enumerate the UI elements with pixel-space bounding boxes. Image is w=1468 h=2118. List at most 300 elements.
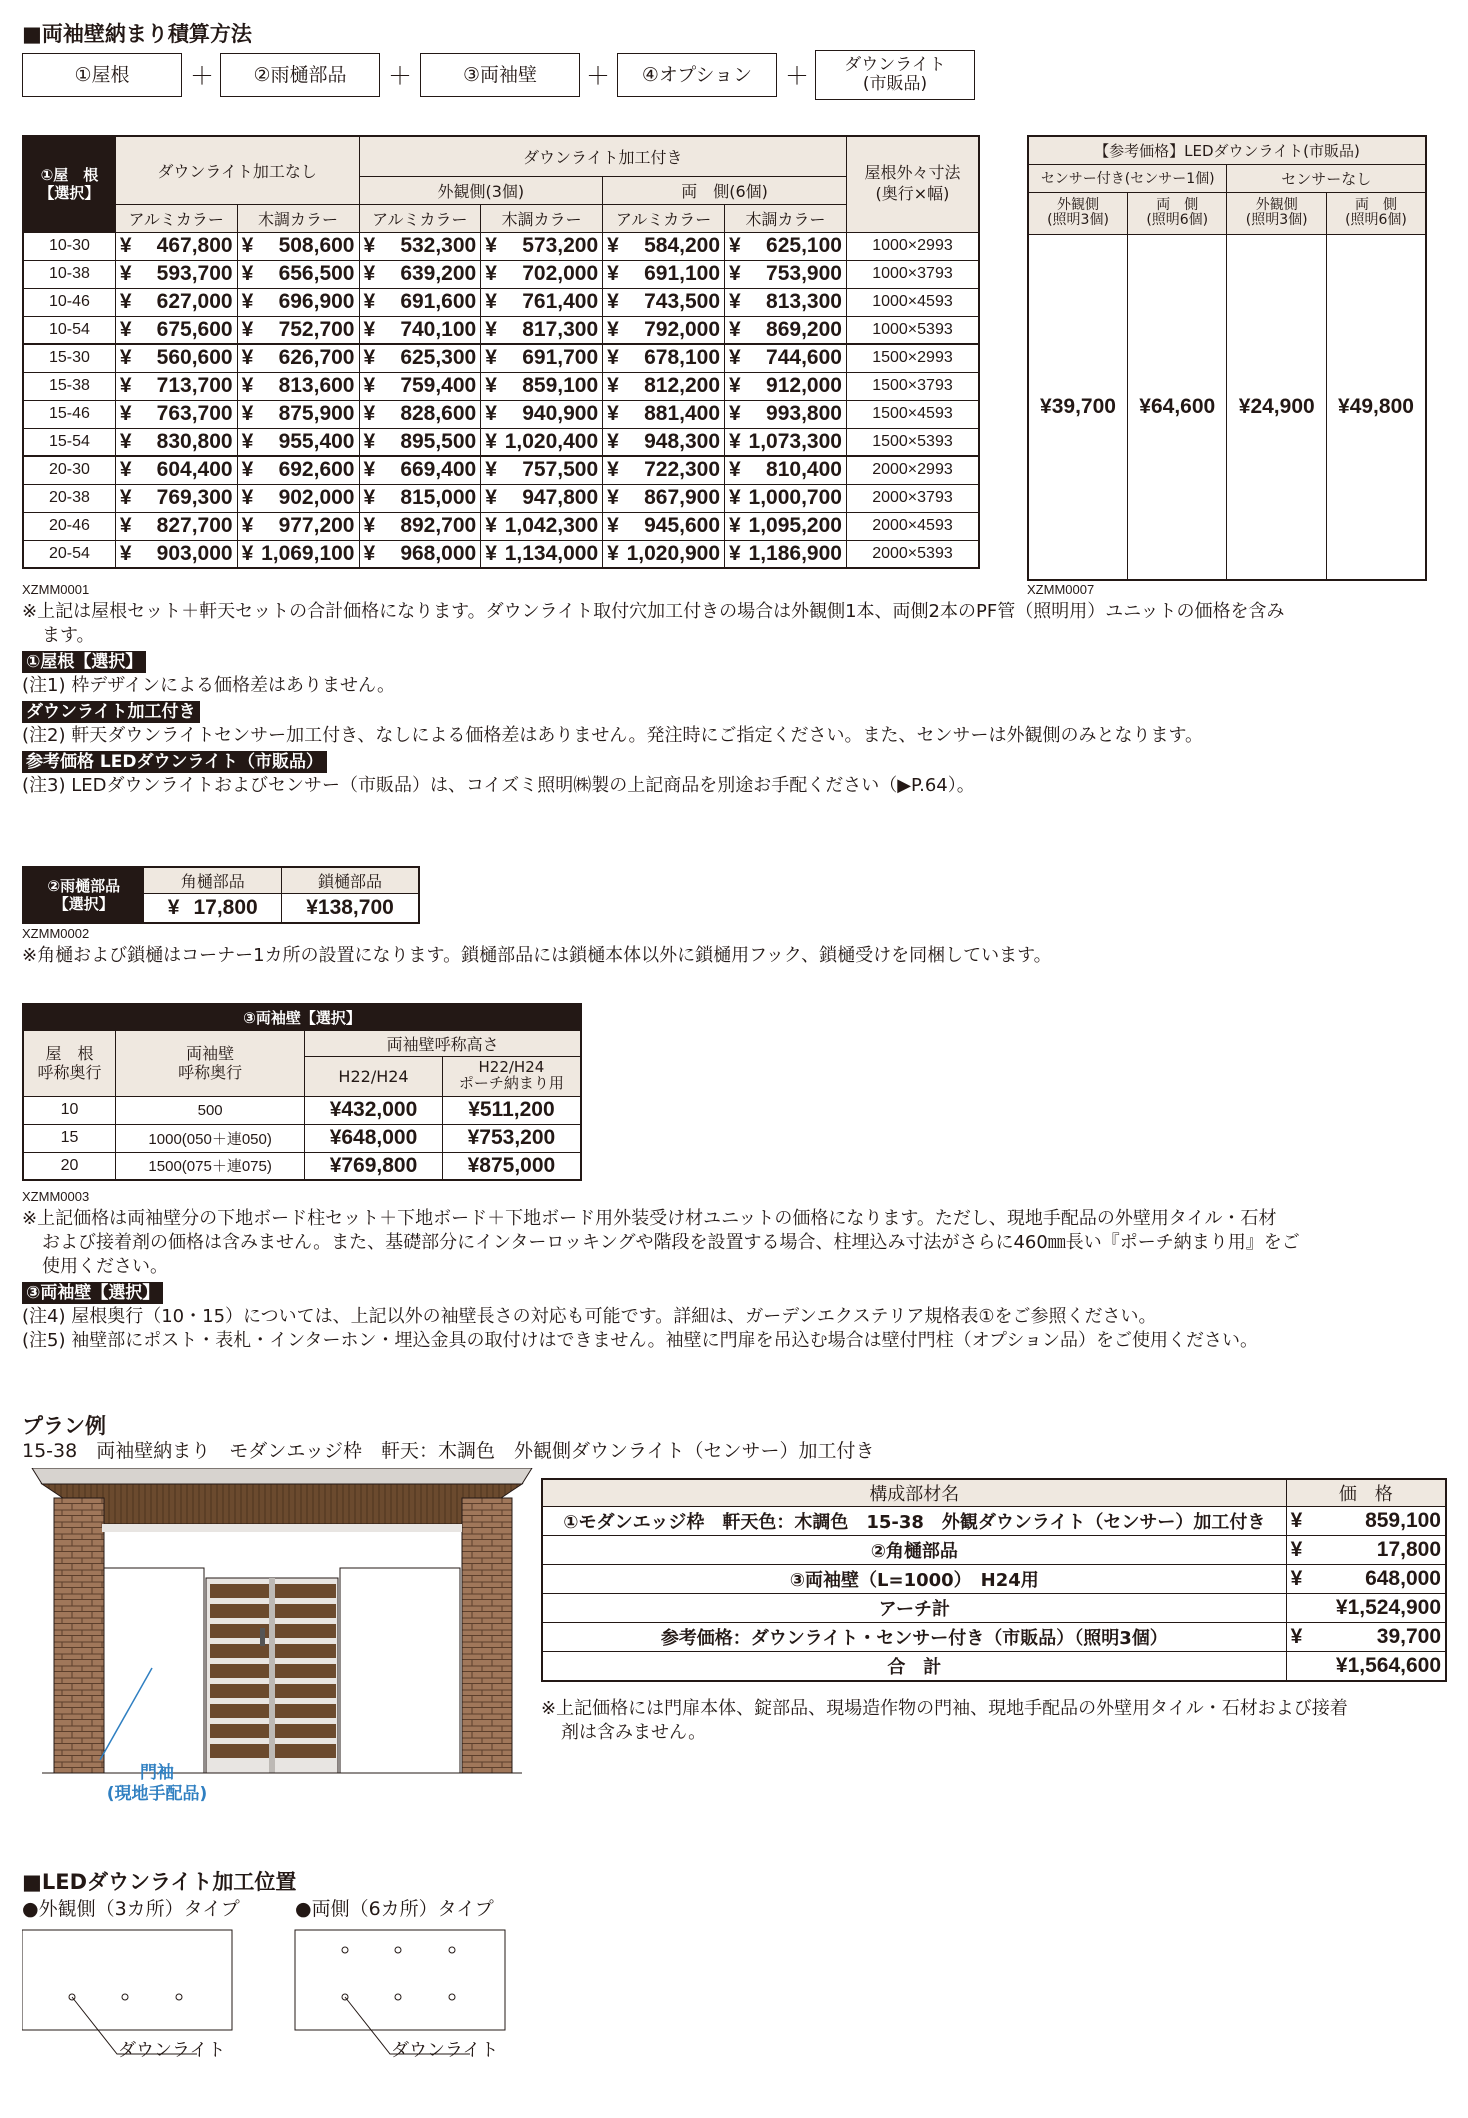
yen-sign: ¥ — [241, 374, 254, 397]
price-cell: 39,700 — [1376, 1625, 1441, 1648]
roof-depth: 10 — [23, 1096, 116, 1124]
table-row — [542, 1507, 1446, 1536]
yen-sign: ¥ — [729, 541, 741, 565]
formula-item-downlight: ダウンライト (市販品) — [815, 50, 975, 100]
yen-sign: ¥ — [607, 317, 619, 341]
roof-price-table — [22, 135, 980, 569]
table-row — [23, 344, 979, 372]
ref-code: XZMM0007 — [1027, 582, 1095, 597]
price-cell: 955,400 — [278, 429, 355, 453]
plus-sign: ＋ — [785, 62, 809, 90]
yen-sign: ¥ — [485, 458, 497, 482]
table-row — [23, 512, 979, 540]
sub-wood: 木調カラー — [725, 204, 847, 232]
price-cell: 945,600 — [644, 514, 721, 537]
yen-sign: ¥ — [607, 234, 619, 257]
table-row — [23, 372, 979, 400]
col-both: 両 側(6個) — [603, 176, 847, 204]
note-text: 使用ください。 — [42, 1256, 168, 1277]
col-outside: 外観側(3個) — [359, 176, 603, 204]
roof-size: 2000×3793 — [846, 484, 979, 512]
price-cell: 757,500 — [522, 458, 599, 482]
roof-size: 1000×4593 — [846, 288, 979, 316]
roof-code: 15-46 — [23, 400, 115, 428]
roof-depth: 15 — [23, 1124, 116, 1152]
yen-sign: ¥ — [241, 346, 254, 370]
part-name: 参考価格：ダウンライト・センサー付き（市販品）（照明3個） — [542, 1623, 1286, 1652]
price-cell: 639,200 — [400, 262, 477, 285]
yen-sign: ¥ — [363, 429, 376, 453]
price-cell: ¥432,000 — [305, 1096, 443, 1124]
note-text: ※上記は屋根セット＋軒天セットの合計価格になります。ダウンライト取付穴加工付きの場合は外観側1本、両側2本のPF管（照明用）ユニットの価格を含み — [22, 601, 1285, 622]
plan-title: プラン例 — [22, 1414, 106, 1438]
yen-sign: ¥ — [119, 514, 132, 537]
yen-sign: ¥ — [607, 486, 619, 509]
yen-sign: ¥ — [607, 514, 619, 537]
price-cell: 769,300 — [156, 486, 233, 509]
yen-sign: ¥ — [1290, 1625, 1303, 1648]
roof-code: 15-38 — [23, 372, 115, 400]
sub-alu: アルミカラー — [603, 204, 725, 232]
note-label: ダウンライト加工付き — [22, 701, 200, 723]
price-cell: 669,400 — [400, 458, 477, 482]
led-both: 両 側 (照明6個) — [1326, 192, 1426, 234]
yen-sign: ¥ — [607, 402, 619, 425]
price-cell: 867,900 — [644, 486, 721, 509]
ref-code: XZMM0002 — [22, 926, 90, 941]
price-cell: 692,600 — [278, 458, 355, 482]
yen-sign: ¥ — [241, 290, 254, 313]
part-name: 合 計 — [542, 1652, 1286, 1681]
yen-sign: ¥ — [1290, 1509, 1303, 1532]
price-cell: 625,300 — [400, 346, 477, 370]
col-height: 両袖壁呼称高さ — [305, 1030, 581, 1056]
price-cell: 830,800 — [156, 429, 233, 453]
price-cell: 912,000 — [766, 374, 842, 397]
plus-sign: ＋ — [586, 62, 610, 90]
price-cell: ¥1,524,900 — [1335, 1596, 1441, 1619]
roof-code: 10-46 — [23, 288, 115, 316]
yen-sign: ¥ — [729, 290, 741, 313]
gutter-label: ②雨樋部品 【選択】 — [23, 867, 144, 923]
yen-sign: ¥ — [607, 429, 619, 453]
yen-sign: ¥ — [363, 374, 376, 397]
roof-size: 1000×5393 — [846, 316, 979, 344]
part-name: アーチ計 — [542, 1594, 1286, 1623]
price-cell: 691,700 — [522, 346, 599, 370]
price-cell: ¥769,800 — [305, 1152, 443, 1180]
price-cell: 948,300 — [644, 429, 721, 453]
roof-code: 10-54 — [23, 316, 115, 344]
formula-item-option: ④オプション — [617, 53, 777, 97]
yen-sign: ¥ — [119, 458, 132, 482]
yen-sign: ¥ — [363, 317, 376, 341]
note-text: (注2) 軒天ダウンライトセンサー加工付き、なしによる価格差はありません。発注時にご指定ください。また、センサーは外観側のみとなります。 — [22, 725, 1204, 746]
yen-sign: ¥ — [241, 486, 254, 509]
price-cell: 1,042,300 — [504, 514, 599, 537]
price-cell: 875,900 — [278, 402, 355, 425]
note-text: 剤は含みません。 — [561, 1722, 707, 1743]
price-cell: 968,000 — [400, 541, 477, 565]
price-cell: 813,300 — [766, 290, 842, 313]
yen-sign: ¥ — [363, 514, 376, 537]
yen-sign: ¥ — [729, 402, 741, 425]
price-cell: 1,095,200 — [748, 514, 842, 537]
led-price: ¥64,600 — [1128, 234, 1227, 580]
price-cell: 744,600 — [766, 346, 842, 370]
yen-sign: ¥ — [485, 346, 497, 370]
roof-code: 10-38 — [23, 260, 115, 288]
price-cell: 625,100 — [766, 234, 842, 257]
plan-table — [541, 1478, 1447, 1682]
yen-sign: ¥ — [241, 541, 254, 565]
roof-code: 20-30 — [23, 456, 115, 484]
formula-item-wing: ③両袖壁 — [420, 53, 580, 97]
table-row — [23, 1124, 581, 1152]
wing-notes — [22, 1207, 1452, 1353]
yen-sign: ¥ — [363, 262, 376, 285]
led-both: 両 側 (照明6個) — [1128, 192, 1227, 234]
roof-size: 2000×2993 — [846, 456, 979, 484]
led-price: ¥49,800 — [1326, 234, 1426, 580]
price-cell: 656,500 — [278, 262, 355, 285]
price-cell: 467,800 — [156, 234, 233, 257]
gutter-price: ¥138,700 — [282, 893, 419, 923]
note-label: ①屋根【選択】 — [22, 651, 146, 673]
price-cell: 827,700 — [156, 514, 233, 537]
col-h1: H22/H24 — [305, 1056, 443, 1096]
price-cell: 675,600 — [156, 317, 233, 341]
yen-sign: ¥ — [363, 346, 376, 370]
wall-depth: 1500(075＋連075) — [116, 1152, 305, 1180]
price-cell: 740,100 — [400, 317, 477, 341]
part-name: ③両袖壁（L=1000） H24用 — [542, 1565, 1286, 1594]
yen-sign: ¥ — [485, 514, 497, 537]
price-cell: 627,000 — [156, 290, 233, 313]
price-cell: 1,020,400 — [504, 429, 599, 453]
price-cell: 1,020,900 — [626, 541, 721, 565]
table-row — [23, 260, 979, 288]
yen-sign: ¥ — [607, 458, 619, 482]
price-cell: 792,000 — [644, 317, 721, 341]
corner-label: ①屋 根 【選択】 — [23, 136, 115, 232]
roof-code: 20-54 — [23, 540, 115, 568]
table-row — [23, 232, 979, 260]
roof-size: 1000×2993 — [846, 232, 979, 260]
yen-sign: ¥ — [729, 429, 741, 453]
roof-size: 1500×2993 — [846, 344, 979, 372]
yen-sign: ¥ — [363, 458, 376, 482]
roof-size: 1500×4593 — [846, 400, 979, 428]
price-cell: 817,300 — [522, 317, 599, 341]
table-row — [23, 288, 979, 316]
gutter-col1: 角樋部品 — [144, 867, 282, 893]
yen-sign: ¥ — [607, 262, 619, 285]
sub-wood: 木調カラー — [237, 204, 359, 232]
yen-sign: ¥ — [729, 374, 741, 397]
plan-notes — [541, 1697, 1461, 1745]
led-price: ¥39,700 — [1028, 234, 1128, 580]
formula-item-gutter: ②雨樋部品 — [220, 53, 380, 97]
price-cell: 859,100 — [1365, 1509, 1441, 1532]
yen-sign: ¥ — [485, 317, 497, 341]
yen-sign: ¥ — [607, 346, 619, 370]
col-part-name: 構成部材名 — [542, 1479, 1286, 1507]
table-row — [23, 1152, 581, 1180]
price-cell: 691,100 — [644, 262, 721, 285]
wall-depth: 1000(050＋連050) — [116, 1124, 305, 1152]
sub-alu: アルミカラー — [115, 204, 237, 232]
yen-sign: ¥ — [1290, 1538, 1303, 1561]
led-price: ¥24,900 — [1227, 234, 1326, 580]
yen-sign: ¥ — [241, 429, 254, 453]
note-text: (注3) LEDダウンライトおよびセンサー（市販品）は、コイズミ照明㈱製の上記商品を別途お手配ください（▶P.64）。 — [22, 775, 975, 796]
price-cell: 743,500 — [644, 290, 721, 313]
yen-sign: ¥ — [607, 290, 619, 313]
roof-size: 2000×4593 — [846, 512, 979, 540]
col-roof-depth: 屋 根 呼称奥行 — [23, 1030, 116, 1096]
yen-sign: ¥ — [241, 262, 254, 285]
yen-sign: ¥ — [363, 486, 376, 509]
note-text: および接着剤の価格は含みません。また、基礎部分にインターロッキングや階段を設置する場合、柱埋込み寸法がさらに460㎜長い『ポーチ納まり用』をご — [42, 1232, 1300, 1253]
yen-sign: ¥ — [119, 262, 132, 285]
price-cell: 1,000,700 — [748, 486, 842, 509]
price-cell: 859,100 — [522, 374, 599, 397]
table-row — [23, 540, 979, 568]
note-label: 参考価格 LEDダウンライト（市販品） — [22, 751, 327, 773]
price-cell: ¥1,564,600 — [1335, 1653, 1441, 1677]
ref-code: XZMM0001 — [22, 582, 90, 597]
plus-sign: ＋ — [190, 62, 214, 90]
note-text: ※上記価格は両袖壁分の下地ボード柱セット＋下地ボード＋下地ボード用外装受け材ユニットの価格になります。ただし、現地手配品の外壁用タイル・石材 — [22, 1208, 1277, 1229]
price-cell: 993,800 — [766, 402, 842, 425]
downlight-label: ダウンライト — [118, 2040, 226, 2061]
wing-title: ③両袖壁【選択】 — [23, 1004, 581, 1030]
price-cell: ¥648,000 — [305, 1124, 443, 1152]
price-cell: ¥511,200 — [442, 1096, 581, 1124]
table-row — [23, 456, 979, 484]
gutter-price: 17,800 — [193, 895, 258, 919]
gutter-col2: 鎖樋部品 — [282, 867, 419, 893]
yen-sign: ¥ — [729, 486, 741, 509]
price-cell: 761,400 — [522, 290, 599, 313]
yen-sign: ¥ — [485, 402, 497, 425]
roof-code: 15-30 — [23, 344, 115, 372]
part-name: ①モダンエッジ枠 軒天色：木調色 15-38 外観ダウンライト（センサー）加工付き — [542, 1507, 1286, 1536]
yen-sign: ¥ — [729, 262, 741, 285]
wing-table — [22, 1003, 582, 1181]
yen-sign: ¥ — [241, 317, 254, 341]
sub-alu: アルミカラー — [359, 204, 481, 232]
roof-size: 1500×3793 — [846, 372, 979, 400]
yen-sign: ¥ — [119, 429, 132, 453]
price-cell: 1,186,900 — [748, 541, 842, 565]
price-cell: 702,000 — [522, 262, 599, 285]
yen-sign: ¥ — [119, 317, 132, 341]
no-sensor: センサーなし — [1227, 164, 1426, 192]
table-row — [23, 484, 979, 512]
note-text: ※上記価格には門扉本体、錠部品、現場造作物の門袖、現地手配品の外壁用タイル・石材および接着 — [541, 1698, 1348, 1719]
yen-sign: ¥ — [729, 346, 741, 370]
formula-item-roof: ①屋根 — [22, 53, 182, 97]
price-cell: 1,073,300 — [748, 429, 842, 453]
price-cell: 532,300 — [400, 234, 477, 257]
yen-sign: ¥ — [485, 541, 497, 565]
col-no-downlight: ダウンライト加工なし — [115, 136, 359, 204]
note-text: (注4) 屋根奥行（10・15）については、上記以外の袖壁長さの対応も可能です。詳細は、ガーデンエクステリア規格表①をご参照ください。 — [22, 1306, 1157, 1327]
yen-sign: ¥ — [119, 346, 132, 370]
yen-sign: ¥ — [119, 402, 132, 425]
col-wall-depth: 両袖壁 呼称奥行 — [116, 1030, 305, 1096]
price-cell: 508,600 — [278, 234, 355, 257]
yen-sign: ¥ — [119, 486, 132, 509]
carport-illustration — [22, 1468, 542, 1808]
table-row — [23, 316, 979, 344]
price-cell: 869,200 — [766, 317, 842, 341]
downlight-label: ダウンライト — [391, 2040, 499, 2061]
yen-sign: ¥ — [485, 234, 497, 257]
gutter-table — [22, 866, 420, 924]
yen-sign: ¥ — [485, 486, 497, 509]
table-row — [23, 1096, 581, 1124]
yen-sign: ¥ — [363, 290, 376, 313]
yen-sign: ¥ — [485, 429, 497, 453]
price-cell: 902,000 — [278, 486, 355, 509]
price-cell: 881,400 — [644, 402, 721, 425]
price-cell: 753,900 — [766, 262, 842, 285]
price-cell: 593,700 — [156, 262, 233, 285]
yen-sign: ¥ — [363, 541, 376, 565]
roof-code: 20-46 — [23, 512, 115, 540]
roof-code: 20-38 — [23, 484, 115, 512]
yen-sign: ¥ — [729, 234, 741, 257]
price-cell: ¥753,200 — [442, 1124, 581, 1152]
price-cell: 678,100 — [644, 346, 721, 370]
yen-sign: ¥ — [607, 541, 619, 565]
led-title: 【参考価格】LEDダウンライト(市販品) — [1028, 136, 1426, 164]
led-outside: 外観側 (照明3個) — [1227, 192, 1326, 234]
notes-block — [22, 600, 1452, 798]
formula-title: ■両袖壁納まり積算方法 — [22, 22, 252, 46]
yen-sign: ¥ — [241, 402, 254, 425]
col-part-price: 価 格 — [1286, 1479, 1446, 1507]
gutter-note: ※角樋および鎖樋はコーナー1カ所の設置になります。鎖樋部品には鎖樋本体以外に鎖樋用フック、鎖樋受けを同梱しています。 — [22, 945, 1052, 966]
price-cell: 573,200 — [522, 234, 599, 257]
yen-sign: ¥ — [241, 234, 254, 257]
roof-code: 15-54 — [23, 428, 115, 456]
yen-sign: ¥ — [729, 514, 741, 537]
price-cell: 604,400 — [156, 458, 233, 482]
note-text: (注5) 袖壁部にポスト・表札・インターホン・埋込金具の取付けはできません。袖壁に門扉を吊込む場合は壁付門柱（オプション品）をご使用ください。 — [22, 1330, 1258, 1351]
table-row — [542, 1623, 1446, 1652]
roof-depth: 20 — [23, 1152, 116, 1180]
price-cell: 696,900 — [278, 290, 355, 313]
yen-sign: ¥ — [729, 458, 741, 482]
table-row — [542, 1565, 1446, 1594]
table-row — [542, 1652, 1446, 1681]
price-cell: 691,600 — [400, 290, 477, 313]
yen-sign: ¥ — [729, 317, 741, 341]
table-row — [542, 1536, 1446, 1565]
yen-sign: ¥ — [119, 374, 132, 397]
price-cell: 1,069,100 — [261, 541, 355, 565]
part-name: ②角樋部品 — [542, 1536, 1286, 1565]
price-cell: 812,200 — [644, 374, 721, 397]
note-text: ます。 — [42, 625, 95, 646]
yen-sign: ¥ — [363, 402, 376, 425]
price-cell: 1,134,000 — [504, 541, 599, 565]
price-cell: 892,700 — [400, 514, 477, 537]
yen-sign: ¥ — [485, 290, 497, 313]
led-pos-title: ■LEDダウンライト加工位置 — [22, 1870, 297, 1894]
yen-sign: ¥ — [485, 262, 497, 285]
price-cell: 648,000 — [1365, 1567, 1441, 1590]
plus-sign: ＋ — [388, 62, 412, 90]
yen-sign: ¥ — [241, 514, 254, 537]
price-cell: 828,600 — [400, 402, 477, 425]
roof-size: 1500×5393 — [846, 428, 979, 456]
price-cell: 895,500 — [400, 429, 477, 453]
roof-code: 10-30 — [23, 232, 115, 260]
price-cell: 713,700 — [156, 374, 233, 397]
col-with-downlight: ダウンライト加工付き — [359, 136, 846, 176]
ref-code: XZMM0003 — [22, 1189, 90, 1204]
price-cell: ¥875,000 — [442, 1152, 581, 1180]
price-cell: 560,600 — [156, 346, 233, 370]
price-cell: 752,700 — [278, 317, 355, 341]
yen-sign: ¥ — [167, 895, 180, 919]
yen-sign: ¥ — [1290, 1567, 1303, 1590]
plan-subtitle: 15-38 両袖壁納まり モダンエッジ枠 軒天：木調色 外観側ダウンライト（センサー）加工付き — [22, 1440, 875, 1462]
price-cell: 17,800 — [1376, 1538, 1441, 1561]
led-outside: 外観側 (照明3個) — [1028, 192, 1128, 234]
yen-sign: ¥ — [485, 374, 497, 397]
led-type-outside: ●外観側（3カ所）タイプ — [22, 1898, 240, 1920]
table-row — [23, 428, 979, 456]
yen-sign: ¥ — [119, 541, 132, 565]
roof-size: 2000×5393 — [846, 540, 979, 568]
price-cell: 584,200 — [644, 234, 721, 257]
led-price-table — [1027, 135, 1427, 581]
col-roof-size: 屋根外々寸法 (奥行×幅) — [846, 136, 979, 232]
with-sensor: センサー付き(センサー1個) — [1028, 164, 1227, 192]
price-cell: 815,000 — [400, 486, 477, 509]
price-cell: 810,400 — [766, 458, 842, 482]
yen-sign: ¥ — [119, 234, 132, 257]
table-row — [23, 400, 979, 428]
plan-callout: 門袖 (現地手配品) — [106, 1763, 208, 1805]
price-cell: 626,700 — [278, 346, 355, 370]
roof-size: 1000×3793 — [846, 260, 979, 288]
price-cell: 940,900 — [522, 402, 599, 425]
yen-sign: ¥ — [241, 458, 254, 482]
price-cell: 813,600 — [278, 374, 355, 397]
note-label: ③両袖壁【選択】 — [22, 1282, 163, 1304]
yen-sign: ¥ — [607, 374, 619, 397]
yen-sign: ¥ — [119, 290, 132, 313]
price-cell: 947,800 — [522, 486, 599, 509]
col-h2: H22/H24 ポーチ納まり用 — [442, 1056, 581, 1096]
price-cell: 722,300 — [644, 458, 721, 482]
wall-depth: 500 — [116, 1096, 305, 1124]
price-cell: 759,400 — [400, 374, 477, 397]
price-cell: 977,200 — [278, 514, 355, 537]
price-cell: 903,000 — [156, 541, 233, 565]
note-text: (注1) 枠デザインによる価格差はありません。 — [22, 675, 396, 696]
yen-sign: ¥ — [363, 234, 376, 257]
table-row — [542, 1594, 1446, 1623]
led-type-both: ●両側（6カ所）タイプ — [295, 1898, 494, 1920]
